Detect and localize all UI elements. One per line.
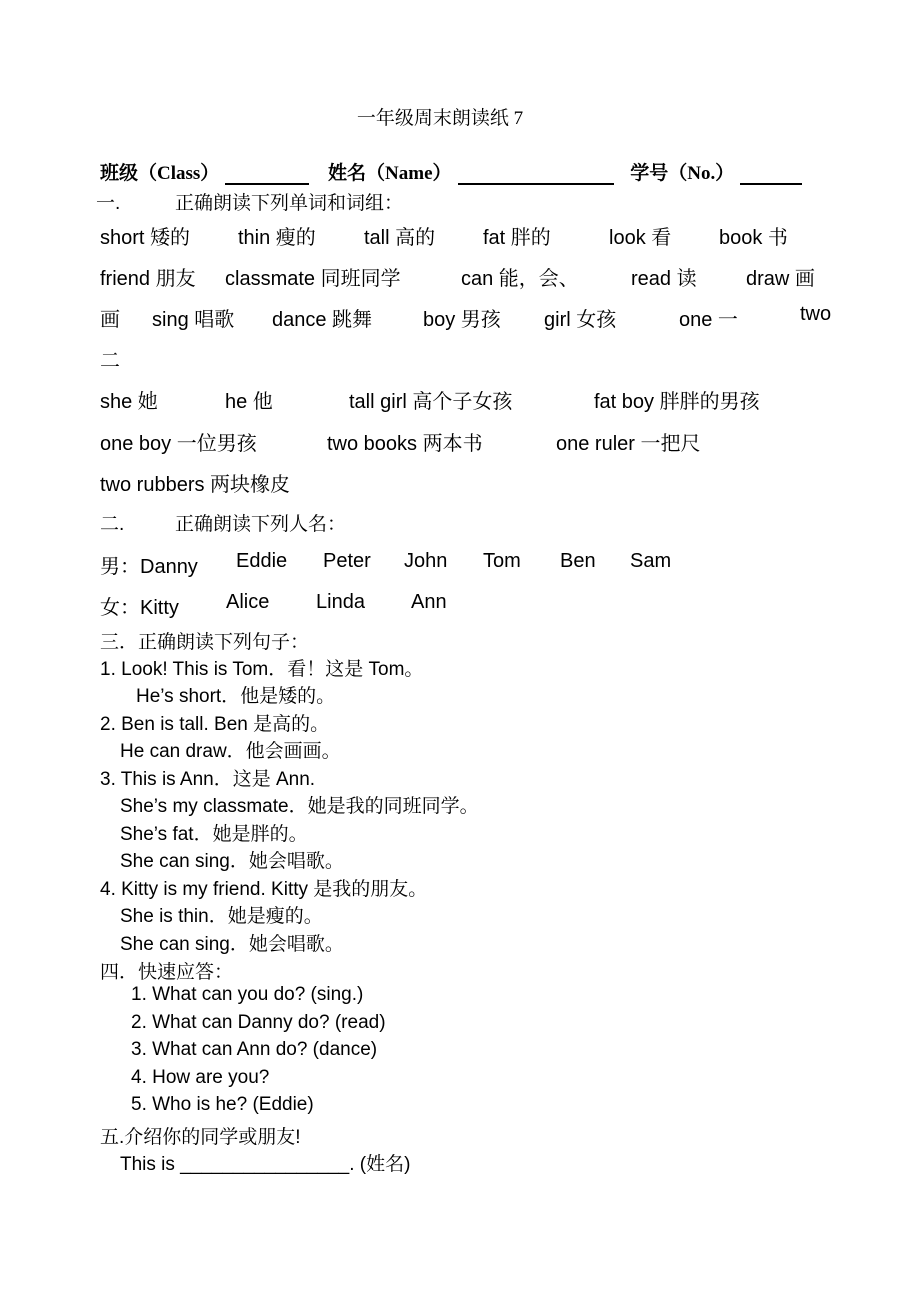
sentence-line: 4. Kitty is my friend. Kitty 是我的朋友。 [100, 879, 428, 900]
question-line: 2. What can Danny do? (read) [131, 1012, 386, 1033]
boy-name: Eddie [236, 550, 288, 572]
number-blank [740, 163, 802, 185]
class-label: 班级（Class） [100, 163, 220, 184]
question-line: 4. How are you? [131, 1067, 270, 1088]
section-1-heading: 正确朗读下列单词和词组： [175, 193, 404, 214]
section-2-heading: 正确朗读下列人名： [175, 514, 347, 535]
boy-name: Sam [630, 550, 672, 572]
student-info-line [100, 158, 808, 185]
vocab-item: one 一 [679, 309, 738, 331]
vocab-item: he 他 [225, 391, 273, 413]
vocab-item: read 读 [631, 268, 697, 290]
girl-name: Alice [226, 591, 270, 613]
section-4-heading: 四．快速应答： [100, 962, 234, 983]
question-line: 3. What can Ann do? (dance) [131, 1039, 378, 1060]
girl-name: 女：Kitty [100, 597, 179, 619]
vocab-item: friend 朋友 [100, 268, 196, 290]
vocab-item: two rubbers 两块橡皮 [100, 474, 291, 496]
question-line: 1. What can you do? (sing.) [131, 984, 364, 1005]
name-blank [458, 163, 614, 185]
vocab-item: short 矮的 [100, 227, 191, 249]
sentence-line: She can sing．她会唱歌。 [120, 934, 344, 955]
name-label: 姓名（Name） [328, 163, 452, 184]
sentence-line: He’s short．他是矮的。 [136, 686, 336, 707]
boy-name: 男：Danny [100, 556, 198, 578]
vocab-item: boy 男孩 [423, 309, 501, 331]
vocab-item: two [800, 303, 832, 325]
vocab-item: one ruler 一把尺 [556, 433, 701, 455]
vocab-item: tall girl 高个子女孩 [349, 391, 513, 413]
sentence-line: He can draw．他会画画。 [120, 741, 341, 762]
vocab-item: look 看 [609, 227, 672, 249]
vocab-item: tall 高的 [364, 227, 436, 249]
sentence-line: 3. This is Ann．这是 Ann. [100, 769, 316, 790]
number-label: 学号（No.） [630, 163, 735, 184]
introduce-line: This is ________________. (姓名) [120, 1154, 411, 1175]
section-2-number: 二. [100, 514, 125, 535]
boy-name: Ben [560, 550, 596, 572]
vocab-item: fat boy 胖胖的男孩 [594, 391, 760, 413]
vocab-item: 画 [100, 309, 120, 331]
girl-name: Linda [316, 591, 365, 613]
section-1-number: 一. [96, 193, 121, 214]
question-line: 5. Who is he? (Eddie) [131, 1094, 314, 1115]
vocab-item: draw 画 [746, 268, 815, 290]
boy-name: John [404, 550, 448, 572]
sentence-line: 1. Look! This is Tom．看！这是 Tom。 [100, 659, 424, 680]
vocab-item: girl 女孩 [544, 309, 617, 331]
vocab-item: sing 唱歌 [152, 309, 235, 331]
girl-name: Ann [411, 591, 447, 613]
section-3-heading: 三．正确朗读下列句子： [100, 632, 310, 653]
vocab-item: 二 [100, 350, 120, 372]
sentence-line: She can sing．她会唱歌。 [120, 851, 344, 872]
boy-name: Peter [323, 550, 371, 572]
class-blank [225, 163, 309, 185]
sentence-line: She’s my classmate．她是我的同班同学。 [120, 796, 479, 817]
vocab-item: dance 跳舞 [272, 309, 373, 331]
section-5-heading: 五.介绍你的同学或朋友! [100, 1127, 301, 1148]
vocab-item: she 她 [100, 391, 158, 413]
sentence-line: She’s fat．她是胖的。 [120, 824, 308, 845]
vocab-item: two books 两本书 [327, 433, 483, 455]
sentence-line: She is thin．她是瘦的。 [120, 906, 323, 927]
vocab-item: can 能，会、 [461, 268, 579, 290]
vocab-item: thin 瘦的 [238, 227, 316, 249]
page-title: 一年级周末朗读纸 7 [356, 108, 524, 129]
vocab-item: fat 胖的 [483, 227, 551, 249]
vocab-item: classmate 同班同学 [225, 268, 401, 290]
boy-name: Tom [483, 550, 521, 572]
sentence-line: 2. Ben is tall. Ben 是高的。 [100, 714, 330, 735]
vocab-item: one boy 一位男孩 [100, 433, 257, 455]
vocab-item: book 书 [719, 227, 788, 249]
